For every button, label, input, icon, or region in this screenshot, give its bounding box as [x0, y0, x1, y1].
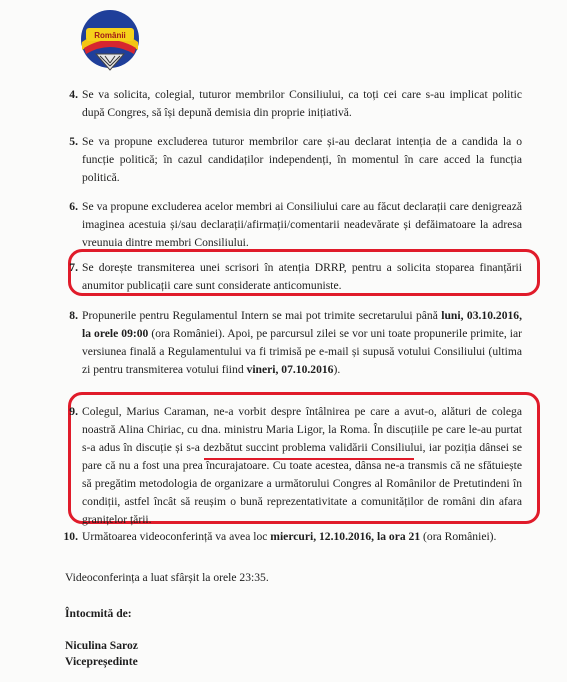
item-number: 4. [69, 88, 78, 101]
item-text: Se va propune excluderea tuturor membrilor care și-au declarat intenția de a candida la o funcție politică; în cazul candidaților independenți, în momentul în care acced la funcția politică. [82, 135, 522, 184]
vote-deadline-bold: vineri, 07.10.2016 [246, 363, 334, 376]
item-text: Se va solicita, colegial, tuturor membrilor Consiliului, ca toți cei care s-au implicat politic după Congres, să își depună demisia din proprie inițiativă. [82, 88, 522, 119]
agenda-item-10 [63, 528, 522, 546]
signature-label: Întocmită de: [65, 607, 132, 620]
agenda-item-7 [69, 259, 522, 295]
agenda-item-5 [69, 133, 522, 187]
signature-role: Vicepreședinte [65, 655, 138, 668]
logo-text: Românii [94, 31, 126, 40]
item-text: Colegul, Marius Caraman, ne-a vorbit despre întâlnirea pe care a avut-o, alături de colega noastră Alina Chiriac, cu dna. ministru Maria Ligor, la Roma. În discuțiile pe care le-au purtat s-a adus în discuție și s-a dezbătut succint problema validării Consiliului, iar poziția dânsei se pare că nu a fost una prea încurajatoare. Cu toate acestea, dânsa ne-a transmis că ne sfătuiește să pregătim metodologia de organizare a următorului Congres al Românilor de Pretutindeni în condiții, astfel încât să reușim o bună reprezentativitate a comunităților de români din afara granițelor țării. [82, 405, 522, 526]
signature-name: Niculina Saroz [65, 639, 138, 652]
agenda-item-9 [69, 403, 522, 529]
deadline-bold: luni, 03.10.2016, la orele 09:00 [82, 309, 522, 340]
item-number: 10. [63, 530, 78, 543]
agenda-item-8 [69, 307, 523, 379]
item-number: 8. [69, 309, 78, 322]
agenda-item-6 [69, 198, 522, 252]
item-text: Se dorește transmiterea unei scrisori în atenția DRRP, pentru a solicita stoparea finanțării anumitor publicații care sunt considerate anticomuniste. [82, 261, 522, 292]
item-text: Următoarea videoconferință va avea loc miercuri, 12.10.2016, la ora 21 (ora României). [82, 530, 497, 543]
meeting-date-bold: miercuri, 12.10.2016, la ora 21 [270, 530, 421, 543]
closing-line: Videoconferința a luat sfârșit la orele 23:35. [65, 571, 269, 584]
item-number: 7. [69, 261, 78, 274]
item-number: 5. [69, 135, 78, 148]
item-number: 6. [69, 200, 78, 213]
romanii-logo [72, 8, 148, 74]
item-text: Propunerile pentru Regulamentul Intern se mai pot trimite secretarului până luni, 03.10.2016, la orele 09:00 (ora României). Apoi, pe parcursul zilei se vor uni toate propunerile primite, iar versiunea finală a Regulamentului va fi trimisă pe e-mail și supusă votului Consiliului (ultima zi pentru transmiterea votului fiind vineri, 07.10.2016). [82, 309, 523, 376]
item-text: Se va propune excluderea acelor membri ai Consiliului care au făcut declarații care denigrează imaginea acestuia și/sau declarații/afirmații/comentarii neadevărate și defăimatoare la adresa vreunuia dintre membri Consiliului. [82, 200, 522, 249]
item-number: 9. [69, 405, 78, 418]
agenda-item-4 [69, 86, 522, 122]
